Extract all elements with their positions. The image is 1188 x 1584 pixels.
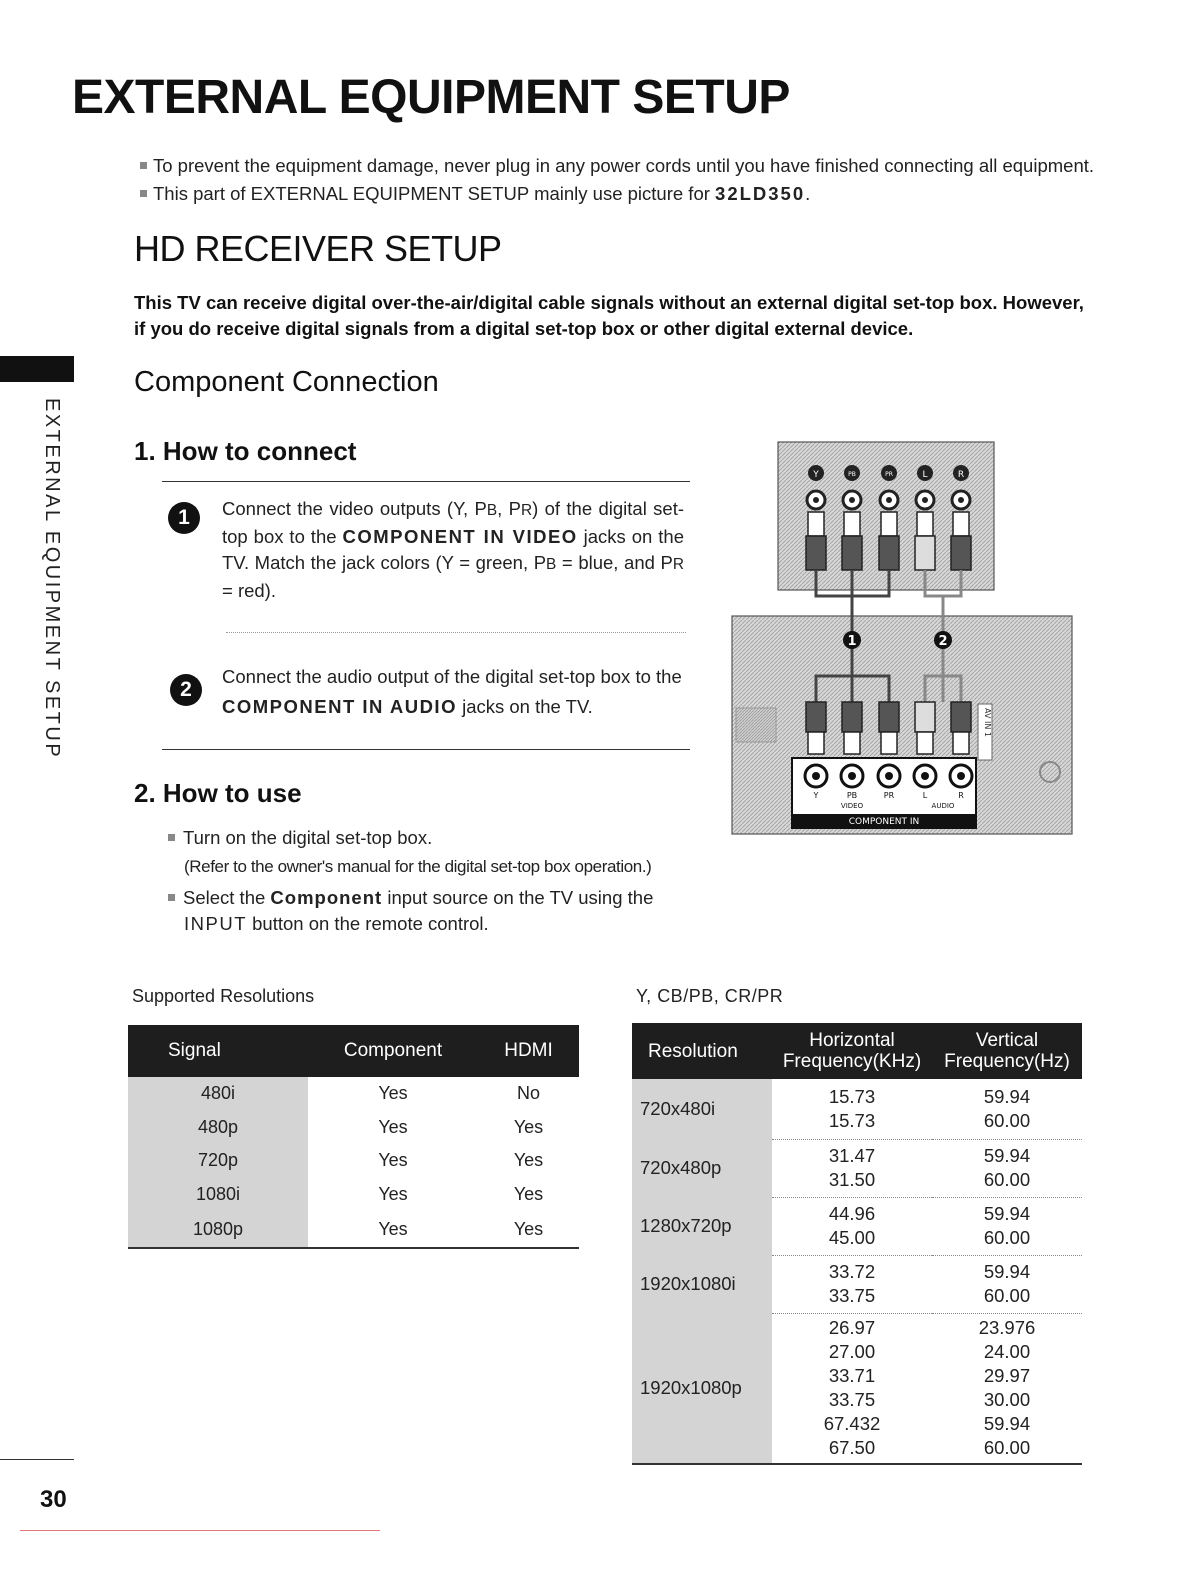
svg-text:L: L <box>922 791 928 800</box>
jack-pr <box>881 465 897 481</box>
step-2-text: Connect the audio output of the digital set-top box to the COMPONENT IN AUDIO jacks on the TV. <box>222 666 682 717</box>
table-row: 1920x1080p 26.97 27.00 33.71 33.75 67.432 67.50 23.976 24.00 29.97 30.00 59.94 60.00 <box>632 1313 1082 1464</box>
intro-paragraph: This TV can receive digital over-the-air/digital cable signals without an external digital set-top box. However, if you do receive digital signals from a digital set-top box or other digital external device. <box>134 292 1084 339</box>
svg-text:Y: Y <box>813 470 819 480</box>
bullet-square-icon <box>140 162 147 169</box>
column-header-hdmi: HDMI <box>478 1025 579 1077</box>
svg-text:AUDIO: AUDIO <box>931 802 955 810</box>
svg-text:2: 2 <box>938 634 948 649</box>
table-row: 720x480p 31.47 31.50 59.94 60.00 <box>632 1139 1082 1197</box>
signal-format-label: Y, CB/PB, CR/PR <box>636 986 784 1006</box>
jack-r <box>953 465 969 481</box>
notes-list <box>140 152 1094 208</box>
use-item: Select the Component input source on the TV using the <box>168 884 688 912</box>
step-2-badge: 2 <box>170 674 202 706</box>
svg-text:VIDEO: VIDEO <box>840 802 864 810</box>
callout-2 <box>934 631 952 649</box>
column-header-component: Component <box>308 1025 478 1077</box>
connection-diagram <box>730 440 1074 836</box>
bullet-square-icon <box>140 190 147 197</box>
frequency-table <box>632 1023 1082 1465</box>
side-tab-marker <box>0 356 74 382</box>
page-number: 30 <box>40 1486 67 1513</box>
component-connection-title: Component Connection <box>134 366 439 398</box>
jack-pb <box>844 465 860 481</box>
svg-text:PR: PR <box>883 791 895 800</box>
note-item: To prevent the equipment damage, never plug in any power cords until you have finished connecting all equipment. <box>140 152 1094 180</box>
table-row: 1080i Yes Yes <box>128 1178 579 1212</box>
table-row: 480i Yes No <box>128 1077 579 1111</box>
svg-text:R: R <box>958 791 964 800</box>
bullet-square-icon <box>168 834 175 841</box>
bullet-square-icon <box>168 894 175 901</box>
column-header-resolution: Resolution <box>632 1023 772 1079</box>
column-header-horizontal: Horizontal Frequency(KHz) <box>772 1023 932 1079</box>
section-title: HD RECEIVER SETUP <box>134 228 502 269</box>
column-header-vertical: Vertical Frequency(Hz) <box>932 1023 1082 1079</box>
footer-line <box>20 1530 380 1531</box>
note-item: This part of EXTERNAL EQUIPMENT SETUP mainly use picture for 32LD350. <box>140 180 1094 208</box>
dotted-divider <box>226 632 686 633</box>
table-row: 720p Yes Yes <box>128 1144 579 1178</box>
supported-resolutions-table <box>128 1025 579 1249</box>
svg-text:PB: PB <box>846 791 858 800</box>
table-row: 480p Yes Yes <box>128 1111 579 1145</box>
how-to-use-heading: 2. How to use <box>134 778 302 808</box>
jack-y <box>808 465 824 481</box>
supported-resolutions-label: Supported Resolutions <box>132 986 315 1006</box>
page-number-rule <box>0 1459 74 1460</box>
svg-text:Y: Y <box>813 791 819 800</box>
page-title: EXTERNAL EQUIPMENT SETUP <box>72 71 790 124</box>
how-to-use-list: Turn on the digital set-top box. (Refer to the owner's manual for the digital set-top box operation.) Select the Component input source on the TV using the INPUT button on the remote control. <box>168 824 688 936</box>
step-1-text: Connect the video outputs (Y, PB, PR) of the digital set-top box to the COMPONENT IN VIDEO jacks on the TV. Match the jack colors (Y = green, PB = blue, and PR = red). <box>222 498 684 601</box>
svg-text:PR: PR <box>885 471 893 478</box>
how-to-connect-heading: 1. How to connect <box>134 436 357 466</box>
av-in-label: AV IN 1 <box>983 708 992 737</box>
svg-text:1: 1 <box>847 634 857 649</box>
table-row: 720x480i 15.73 15.73 59.94 60.00 <box>632 1079 1082 1139</box>
component-in-label: COMPONENT IN <box>848 817 920 827</box>
model-number: 32LD350 <box>715 183 806 204</box>
use-item: Turn on the digital set-top box. <box>168 824 688 852</box>
jack-l <box>917 465 933 481</box>
column-header-signal: Signal <box>128 1025 308 1077</box>
step-1-badge: 1 <box>168 502 200 534</box>
use-item-reference: (Refer to the owner's manual for the digital set-top box operation.) <box>184 857 652 876</box>
svg-text:R: R <box>957 470 965 480</box>
table-row: 1280x720p 44.96 45.00 59.94 60.00 <box>632 1197 1082 1255</box>
svg-text:L: L <box>922 470 928 480</box>
side-chapter-label: EXTERNAL EQUIPMENT SETUP <box>41 398 63 760</box>
divider <box>162 749 690 750</box>
table-row: 1080p Yes Yes <box>128 1211 579 1248</box>
table-row: 1920x1080i 33.72 33.75 59.94 60.00 <box>632 1255 1082 1313</box>
divider <box>162 481 690 482</box>
svg-text:PB: PB <box>848 471 856 478</box>
callout-1 <box>843 631 861 649</box>
